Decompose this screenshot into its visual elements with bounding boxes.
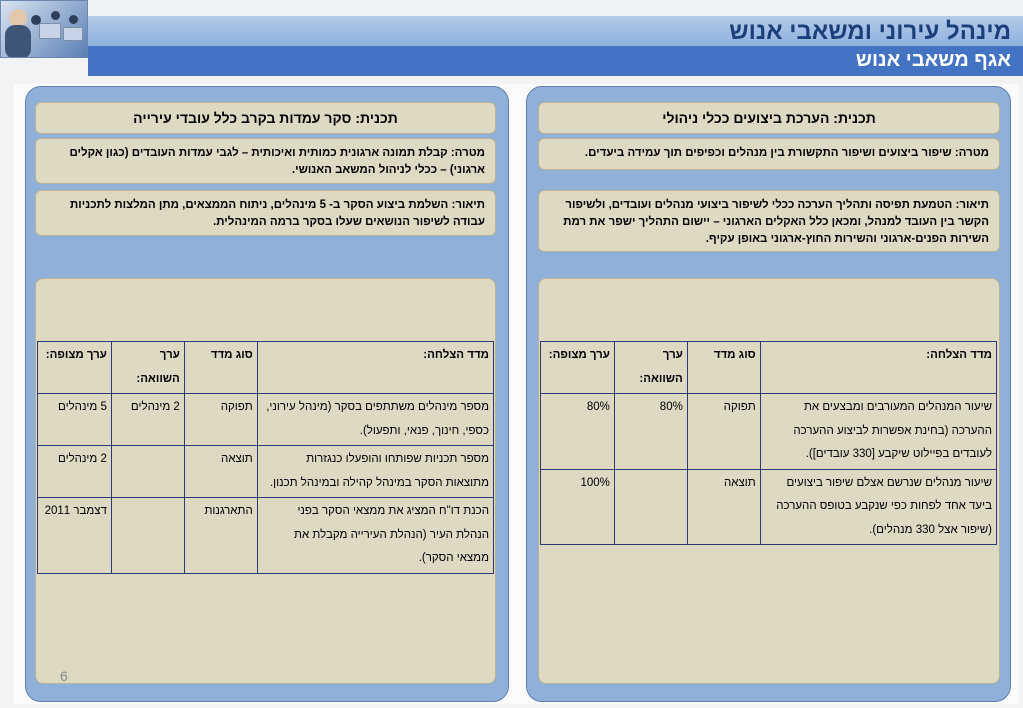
header-comparison-value: ערך השוואה: [614,342,687,394]
right-description: תיאור: הטמעת תפיסה ותהליך הערכה ככלי לשיפור ביצועי מנהלים ועובדים, ולשיפור הקשר בין העובד למנהל, ומכאן כלל האקלים הארגוני – יישום התהליך ישפר את רמת השירות הפנים-ארגוני והשירות החוץ-ארגוני באופן עקיף. [538,190,1000,252]
cell-comparison [111,498,184,574]
table-row [38,498,494,574]
cell-metric: מספר תכניות שפותחו והופעלו כנגזרות מתוצאות הסקר במינהל קהילה ובמינהל תכנון. [257,446,493,498]
table-row [541,394,997,470]
header-top-strip [88,0,1023,16]
cell-comparison: 80% [614,394,687,470]
cell-expected: 80% [541,394,615,470]
right-program-title: תכנית: הערכת ביצועים ככלי ניהולי [538,102,1000,134]
header-comparison-value: ערך השוואה: [111,342,184,394]
cell-type: התארגנות [184,498,257,574]
left-goal: מטרה: קבלת תמונה ארגונית כמותית ואיכותית – לגבי עמדות העובדים (כגון אקלים ארגוני) – ככלי לניהול המשאב האנושי. [35,138,496,184]
header-metric-type: סוג מדד [184,342,257,394]
cell-type: תפוקה [184,394,257,446]
cell-type: תוצאה [687,469,760,545]
header-expected-value: ערך מצופה: [541,342,615,394]
cell-expected: דצמבר 2011 [38,498,112,574]
cell-type: תפוקה [687,394,760,470]
table-row [38,394,494,446]
left-program-title: תכנית: סקר עמדות בקרב כלל עובדי עירייה [35,102,496,134]
right-kpi-table [540,341,997,545]
title-bar [88,16,1023,46]
cell-type: תוצאה [184,446,257,498]
cell-comparison [614,469,687,545]
cell-comparison: 2 מינהלים [111,394,184,446]
left-description: תיאור: השלמת ביצוע הסקר ב- 5 מינהלים, ניתוח הממצאים, מתן המלצות לתכניות עבודה לשיפור הנושאים שעלו בסקר ברמה המינהלית. [35,190,496,236]
right-goal: מטרה: שיפור ביצועים ושיפור התקשורת בין מנהלים וכפיפים תוך עמידה ביעדים. [538,138,1000,170]
cell-metric: שיעור המנהלים המעורבים ומבצעים את ההערכה (בחינת אפשרות לביצוע ההערכה לעובדים בפיילוט שיקבע [330 עובדים]). [760,394,996,470]
page-title: מינהל עירוני ומשאבי אנוש [729,18,1011,45]
table-header-row [541,342,997,394]
page-subtitle: אגף משאבי אנוש [855,49,1011,71]
cell-expected: 5 מינהלים [38,394,112,446]
table-row [38,446,494,498]
table-row [541,469,997,545]
header-success-metric: מדד הצלחה: [760,342,996,394]
left-kpi-table [37,341,494,574]
header-expected-value: ערך מצופה: [38,342,112,394]
subtitle-bar [88,46,1023,76]
header-success-metric: מדד הצלחה: [257,342,493,394]
header-photo [0,0,88,58]
page-number: 6 [60,668,68,684]
cell-expected: 100% [541,469,615,545]
cell-comparison [111,446,184,498]
cell-expected: 2 מינהלים [38,446,112,498]
header-metric-type: סוג מדד [687,342,760,394]
cell-metric: הכנת דו"ח המציג את ממצאי הסקר בפני הנהלת העיר (הנהלת העירייה מקבלת את ממצאי הסקר). [257,498,493,574]
cell-metric: שיעור מנהלים שנרשם אצלם שיפור ביצועים ביעד אחד לפחות כפי שנקבע בטופס ההערכה (שיפור אצל 330 מנהלים). [760,469,996,545]
table-header-row [38,342,494,394]
cell-metric: מספר מינהלים משתתפים בסקר (מינהל עירוני, כספי, חינוך, פנאי, ותפעול). [257,394,493,446]
